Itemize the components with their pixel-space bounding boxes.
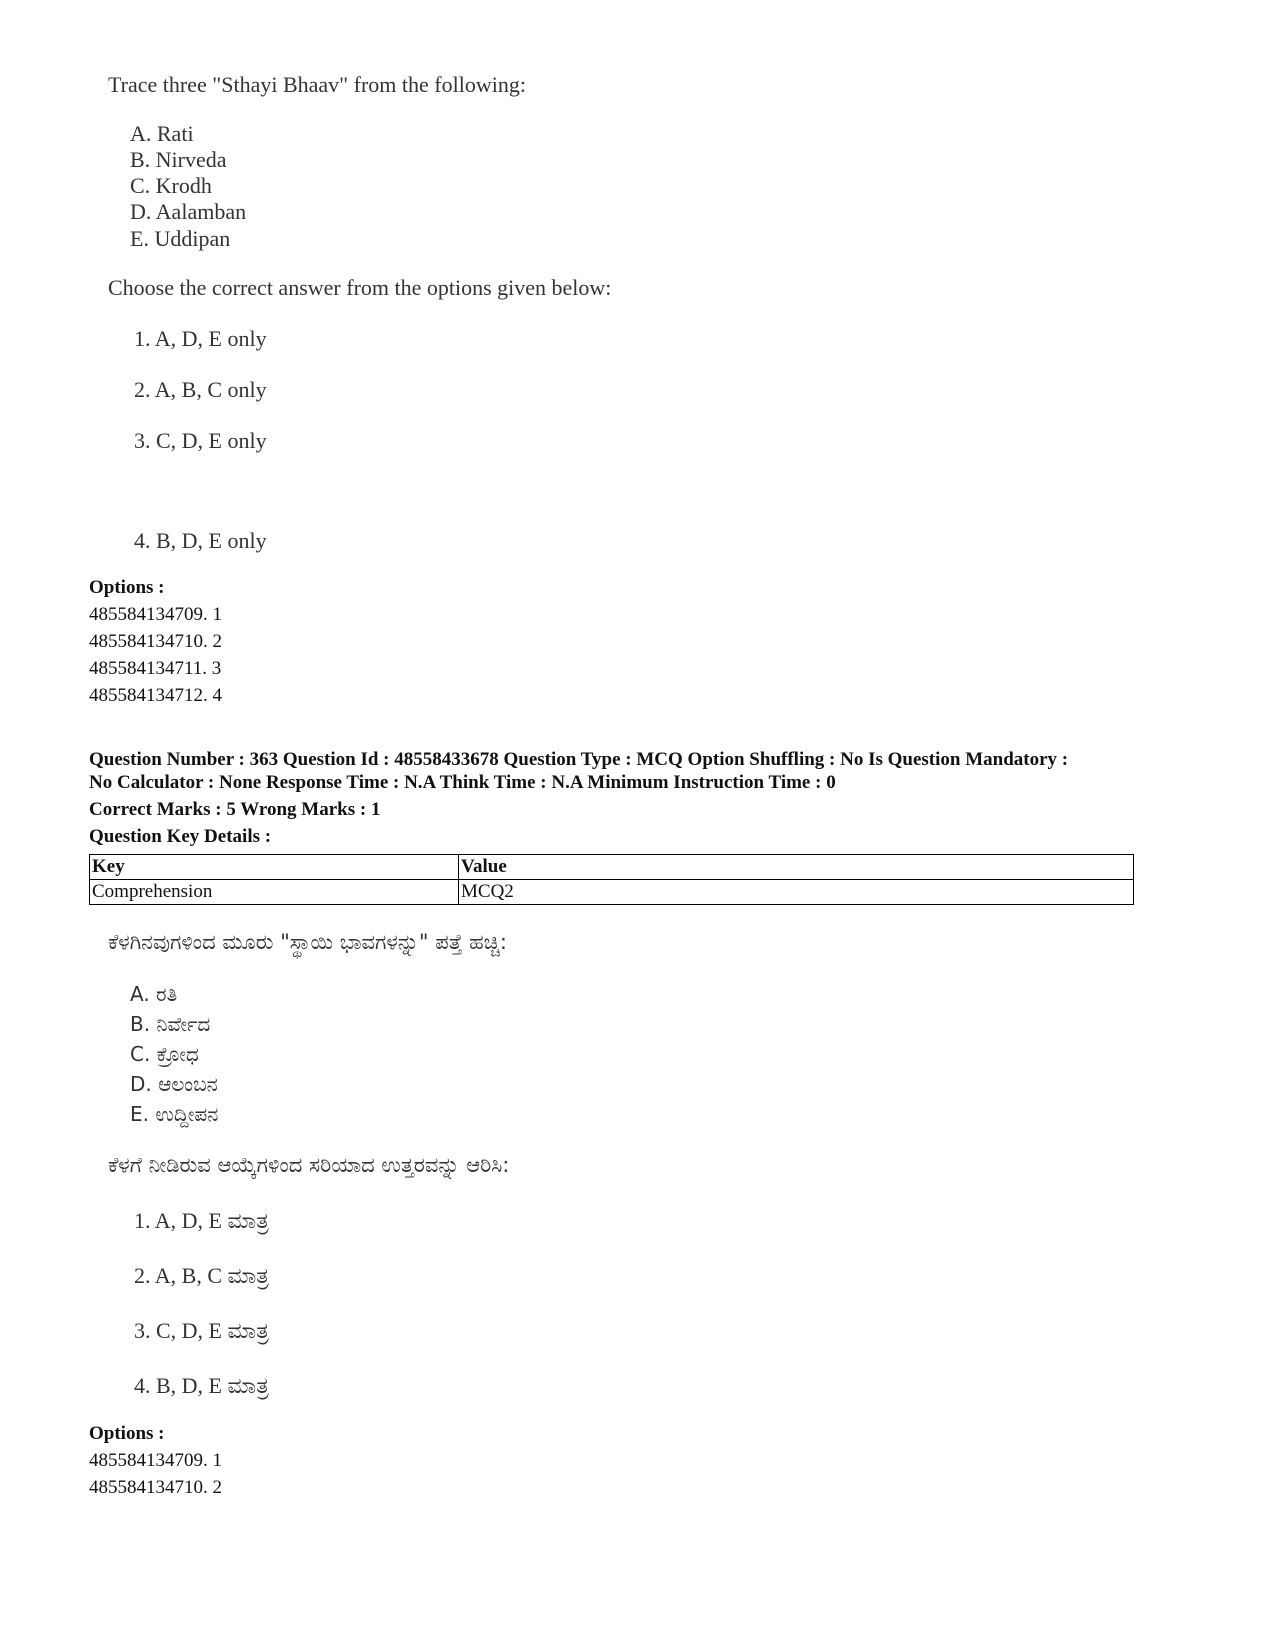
- choice-1: 1. A, D, E only: [134, 326, 267, 351]
- statement-c-kn: C. ಕ್ರೋಧ: [130, 1042, 199, 1066]
- marks-line: Correct Marks : 5 Wrong Marks : 1: [89, 799, 381, 820]
- question-1-stem: Trace three "Sthayi Bhaav" from the following:: [108, 72, 526, 97]
- choice-2: 2. A, B, C only: [134, 377, 267, 402]
- choice-3: 3. C, D, E only: [134, 428, 267, 453]
- option-id-2: 485584134710. 2: [89, 631, 222, 652]
- table-row: [90, 880, 1134, 905]
- question-1-instruction: Choose the correct answer from the options given below:: [108, 275, 612, 300]
- statement-b: B. Nirveda: [130, 147, 227, 172]
- statement-a: A. Rati: [130, 121, 194, 146]
- choice-1-kn: 1. A, D, E ಮಾತ್ರ: [134, 1208, 269, 1233]
- statement-a-kn: A. ರತಿ: [130, 982, 178, 1006]
- option-2-id-1: 485584134709. 1: [89, 1450, 222, 1471]
- statement-e: E. Uddipan: [130, 226, 231, 251]
- statement-e-kn: E. ಉದ್ದೀಪನ: [130, 1102, 219, 1126]
- table-header-row: [90, 855, 1134, 880]
- choice-2-kn: 2. A, B, C ಮಾತ್ರ: [134, 1263, 269, 1288]
- statement-d: D. Aalamban: [130, 199, 247, 224]
- options-2-label: Options :: [89, 1423, 165, 1444]
- option-id-4: 485584134712. 4: [89, 685, 222, 706]
- choice-4-kn: 4. B, D, E ಮಾತ್ರ: [134, 1373, 269, 1398]
- question-meta-line-2: No Calculator : None Response Time : N.A Think Time : N.A Minimum Instruction Time : 0: [89, 772, 836, 793]
- question-meta-line-1: Question Number : 363 Question Id : 48558433678 Question Type : MCQ Option Shuffling : No Is Question Mandatory :: [89, 749, 1069, 770]
- table-cell-value: MCQ2: [459, 880, 1134, 905]
- option-id-3: 485584134711. 3: [89, 658, 222, 679]
- statement-c: C. Krodh: [130, 173, 212, 198]
- choice-3-kn: 3. C, D, E ಮಾತ್ರ: [134, 1318, 269, 1343]
- statement-d-kn: D. ಆಲಂಬನ: [130, 1072, 218, 1096]
- key-value-table: [89, 854, 1134, 905]
- table-header-key: Key: [90, 855, 459, 880]
- option-id-1: 485584134709. 1: [89, 604, 222, 625]
- question-2-stem: ಕೆಳಗಿನವುಗಳಿಂದ ಮೂರು "ಸ್ಥಾಯಿ ಭಾವಗಳನ್ನು" ಪತ್ತೆ ಹಚ್ಚಿ:: [108, 930, 507, 954]
- table-cell-key: Comprehension: [90, 880, 459, 905]
- options-1-label: Options :: [89, 577, 165, 598]
- option-2-id-2: 485584134710. 2: [89, 1477, 222, 1498]
- table-header-value: Value: [459, 855, 1134, 880]
- key-details-label: Question Key Details :: [89, 826, 272, 847]
- statement-b-kn: B. ನಿರ್ವೇದ: [130, 1012, 211, 1036]
- question-2-instruction: ಕೆಳಗೆ ನೀಡಿರುವ ಆಯ್ಕೆಗಳಿಂದ ಸರಿಯಾದ ಉತ್ತರವನ್ನು ಆರಿಸಿ:: [108, 1153, 510, 1177]
- choice-4: 4. B, D, E only: [134, 528, 267, 553]
